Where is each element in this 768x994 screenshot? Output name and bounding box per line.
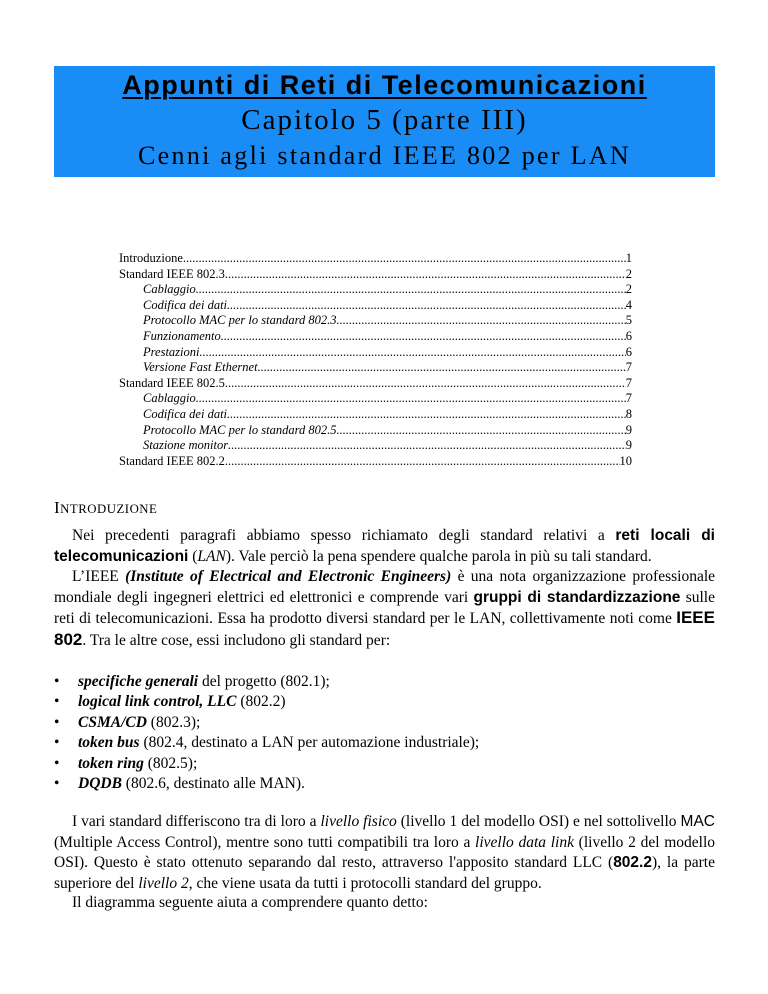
toc-entry-page: 7 bbox=[625, 375, 632, 390]
title-banner bbox=[54, 66, 715, 177]
list-item-term: DQDB bbox=[78, 775, 122, 793]
toc-entry[interactable] bbox=[119, 251, 632, 267]
toc-entry-label: Codifica dei dati bbox=[143, 406, 228, 421]
list-item-term: token ring bbox=[78, 754, 144, 772]
standards-list bbox=[54, 672, 715, 794]
list-item bbox=[54, 733, 715, 753]
toc-leader-dots bbox=[228, 438, 626, 454]
toc-entry[interactable] bbox=[119, 329, 632, 345]
list-item bbox=[54, 754, 715, 774]
bullet-icon: • bbox=[54, 713, 60, 731]
toc-entry-label: Protocollo MAC per lo standard 802.3 bbox=[143, 313, 337, 328]
toc-entry[interactable] bbox=[119, 360, 632, 376]
toc-entry-label: Standard IEEE 802.3 bbox=[119, 266, 225, 281]
toc-entry-page: 7 bbox=[625, 391, 632, 406]
toc-leader-dots bbox=[337, 423, 626, 439]
toc-leader-dots bbox=[227, 407, 626, 423]
toc-leader-dots bbox=[221, 329, 626, 345]
chapter-title: Capitolo 5 (parte III) bbox=[241, 104, 528, 136]
toc-entry-label: Codifica dei dati bbox=[143, 297, 228, 312]
paragraph-2: L’IEEE (Institute of Electrical and Electronic Engineers) è una nota organizzazione professionale mondiale degli ingegneri elettrici ed elettronici e comprende vari gruppi di standardizzazione sulle reti di telecomunicazioni. Essa ha prodotto diversi standard per le LAN, collettivamente noti come IEEE 802. Tra le altre cose, essi includono gli standard per: bbox=[54, 568, 716, 649]
bullet-icon: • bbox=[54, 734, 60, 752]
toc-entry[interactable] bbox=[119, 267, 632, 283]
toc-entry-page: 4 bbox=[625, 297, 632, 312]
list-item-text: (802.4, destinato a LAN per automazione industriale); bbox=[139, 734, 480, 752]
toc-entry-page: 2 bbox=[625, 266, 632, 281]
toc-leader-dots bbox=[199, 345, 625, 361]
list-item-text: (802.6, destinato alle MAN). bbox=[121, 775, 305, 793]
toc-entry-page: 5 bbox=[625, 313, 632, 328]
list-item-term: token bus bbox=[78, 734, 140, 752]
paragraph-1: Nei precedenti paragrafi abbiamo spesso richiamato degli standard relativi a reti locali di telecomunicazioni (LAN). Vale perciò la pena spendere qualche parola in più su tali standard. bbox=[54, 527, 715, 565]
toc-entry-label: Funzionamento bbox=[143, 328, 221, 343]
chapter-subtitle: Cenni agli standard IEEE 802 per LAN bbox=[138, 141, 631, 170]
list-item-term: logical link control, LLC bbox=[78, 693, 237, 711]
toc-entry[interactable] bbox=[119, 407, 632, 423]
toc-entry[interactable] bbox=[119, 454, 632, 470]
toc-entry-page: 6 bbox=[625, 328, 632, 343]
list-item bbox=[54, 713, 715, 733]
bullet-icon: • bbox=[54, 693, 60, 711]
toc-entry-label: Stazione monitor bbox=[143, 438, 229, 453]
toc-entry-label: Protocollo MAC per lo standard 802.5 bbox=[143, 422, 337, 437]
list-item-text: (802.2) bbox=[236, 693, 286, 711]
toc-entry-page: 2 bbox=[625, 282, 632, 297]
toc-leader-dots bbox=[196, 391, 626, 407]
toc-entry-page: 9 bbox=[625, 422, 632, 437]
toc-entry[interactable] bbox=[119, 345, 632, 361]
list-item bbox=[54, 692, 715, 712]
toc-entry-label: Standard IEEE 802.2 bbox=[119, 453, 225, 468]
toc-leader-dots bbox=[227, 298, 626, 314]
toc-entry[interactable] bbox=[119, 438, 632, 454]
list-item-term: CSMA/CD bbox=[78, 713, 147, 731]
toc-entry-page: 6 bbox=[625, 344, 632, 359]
paragraph-4: Il diagramma seguente aiuta a comprendere quanto detto: bbox=[72, 894, 428, 911]
toc-entry[interactable] bbox=[119, 376, 632, 392]
toc-entry[interactable] bbox=[119, 423, 632, 439]
table-of-contents bbox=[119, 251, 632, 469]
toc-leader-dots bbox=[225, 376, 626, 392]
document-title: Appunti di Reti di Telecomunicazioni bbox=[122, 70, 647, 100]
list-item bbox=[54, 672, 715, 692]
toc-entry-label: Cablaggio bbox=[143, 391, 196, 406]
toc-entry[interactable] bbox=[119, 282, 632, 298]
bullet-icon: • bbox=[54, 754, 60, 772]
toc-entry-label: Introduzione bbox=[119, 251, 183, 265]
toc-entry[interactable] bbox=[119, 391, 632, 407]
list-item-text: del progetto (802.1); bbox=[198, 673, 330, 690]
list-item-term: specifiche generali bbox=[78, 673, 199, 690]
paragraph-3: I vari standard differiscono tra di loro a livello fisico (livello 1 del modello OSI) e nel sottolivello MAC (Multiple Access Control), mentre sono tutti compatibili tra loro a livello data link (livello 2 del modello OSI). Questo è stato ottenuto separando dal resto, attraverso l'apposito standard LLC (802.2), la parte superiore del livello 2, che viene usata da tutti i protocolli standard del gruppo. bbox=[54, 813, 715, 892]
toc-leader-dots bbox=[225, 267, 626, 283]
toc-leader-dots bbox=[258, 360, 626, 376]
bullet-icon: • bbox=[54, 775, 60, 793]
toc-entry[interactable] bbox=[119, 298, 632, 314]
toc-entry-label: Cablaggio bbox=[143, 282, 196, 297]
toc-leader-dots bbox=[225, 454, 620, 470]
toc-entry-page: 8 bbox=[625, 406, 632, 421]
toc-leader-dots bbox=[196, 282, 626, 298]
toc-entry-label: Versione Fast Ethernet bbox=[143, 360, 258, 375]
list-item-text: (802.5); bbox=[143, 754, 198, 772]
section-heading-introduzione: INTRODUZIONE bbox=[54, 498, 158, 517]
toc-leader-dots bbox=[183, 251, 626, 267]
toc-entry-page: 10 bbox=[619, 453, 632, 468]
toc-entry[interactable] bbox=[119, 313, 632, 329]
toc-entry-page: 9 bbox=[625, 438, 632, 453]
list-item bbox=[54, 774, 715, 794]
bullet-icon: • bbox=[54, 673, 60, 690]
toc-leader-dots bbox=[337, 313, 626, 329]
list-item-text: (802.3); bbox=[146, 713, 201, 731]
toc-entry-label: Prestazioni bbox=[143, 344, 200, 359]
toc-entry-page: 1 bbox=[625, 251, 632, 265]
toc-entry-label: Standard IEEE 802.5 bbox=[119, 375, 225, 390]
toc-entry-page: 7 bbox=[625, 360, 632, 375]
